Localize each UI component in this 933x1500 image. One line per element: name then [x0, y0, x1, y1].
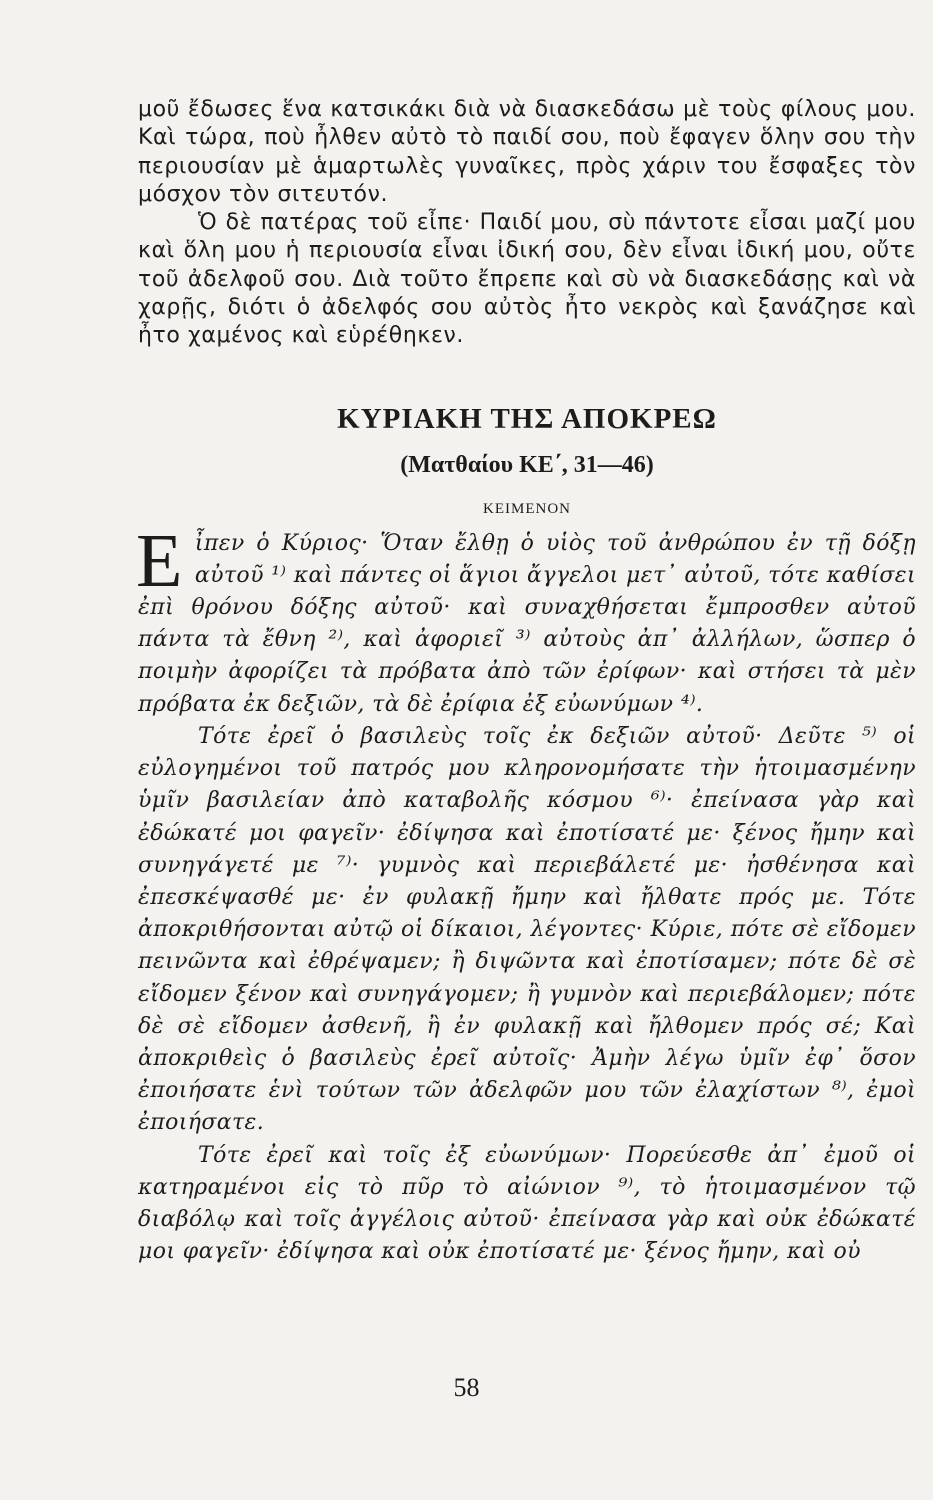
scripture-paragraph-3: Τότε ἐρεῖ καὶ τοῖς ἐξ εὐωνύμων· Πορεύεσθε ἀπ᾽ ἐμοῦ οἱ κατηραμένοι εἰς τὸ πῦρ τὸ αἰώνιον ⁹⁾, τὸ ἡτοιμασμένον τῷ διαβόλῳ καὶ τοῖς ἀγγέλοις αὐτοῦ· ἐπείνασα γὰρ καὶ οὐκ ἐδώκατέ μοι φαγεῖν· ἐδίψησα καὶ οὐκ ἐποτίσατέ με· ξένος ἤμην, καὶ οὐ — [138, 1142, 916, 1265]
page-number: 58 — [453, 1373, 480, 1402]
page-content — [138, 96, 916, 1268]
drop-cap: Ε — [136, 518, 183, 603]
scripture-text — [136, 518, 916, 1269]
scripture-paragraph-2: Τότε ἐρεῖ ὁ βασιλεὺς τοῖς ἐκ δεξιῶν αὐτοῦ· Δεῦτε ⁵⁾ οἱ εὐλογημένοι τοῦ πατρός μου κληρονομήσατε τὴν ἡτοιμασμένην ὑμῖν βασιλείαν ἀπὸ καταβολῆς κόσμου ⁶⁾· ἐπείνασα γὰρ καὶ ἐδώκατέ μοι φαγεῖν· ἐδίψησα καὶ ἐποτίσατέ με· ξένος ἤμην καὶ συνηγάγετέ με ⁷⁾· γυμνὸς καὶ περιεβάλετέ με· ἠσθένησα καὶ ἐπεσκέψασθέ με· ἐν φυλακῇ ἤμην καὶ ἤλθατε πρός με. Τότε ἀποκριθήσονται αὐτῷ οἱ δίκαιοι, λέγοντες· Κύριε, πότε σὲ εἴδομεν πεινῶντα καὶ ἐθρέψαμεν; ἢ διψῶντα καὶ ἐποτίσαμεν; πότε δὲ σὲ εἴδομεν ξένον καὶ συνηγάγομεν; ἢ γυμνὸν καὶ περιεβάλομεν; πότε δὲ σὲ εἴδομεν ἀσθενῆ, ἢ ἐν φυλακῇ καὶ ἤλθομεν πρός σέ; Καὶ ἀποκριθεὶς ὁ βασιλεὺς ἐρεῖ αὐτοῖς· Ἀμὴν λέγω ὑμῖν ἐφ᾽ ὅσον ἐποιήσατε ἑνὶ τούτων τῶν ἀδελφῶν μου τῶν ἐλαχίστων ⁸⁾, ἐμοὶ ἐποιήσατε. — [138, 723, 916, 1136]
scripture-reference: (Ματθαίου ΚΕ΄, 31—46) — [400, 451, 654, 478]
scripture-paragraph-1 — [136, 518, 916, 721]
text-label: ΚΕΙΜΕΝΟΝ — [483, 500, 571, 517]
section-title: ΚΥΡΙΑΚΗ ΤΗΣ ΑΠΟΚΡΕΩ — [337, 402, 717, 435]
scripture-paragraph-1-text: ἶπεν ὁ Κύριος· Ὅταν ἔλθῃ ὁ υἱὸς τοῦ ἀνθρώπου ἐν τῇ δόξῃ αὐτοῦ ¹⁾ καὶ πάντες οἱ ἅγιοι ἄγγελοι μετ᾽ αὐτοῦ, τότε καθίσει ἐπὶ θρόνου δόξης αὐτοῦ· καὶ συναχθήσεται ἔμπροσθεν αὐτοῦ πάντα τὰ ἔθνη ²⁾, καὶ ἀφοριεῖ ³⁾ αὐτοὺς ἀπ᾽ ἀλλήλων, ὥσπερ ὁ ποιμὴν ἀφορίζει τὰ πρόβατα ἀπὸ τῶν ἐρίφων· καὶ στήσει τὰ μὲν πρόβατα ἐκ δεξιῶν, τὰ δὲ ἐρίφια ἐξ εὐωνύμων ⁴⁾. — [138, 530, 916, 717]
intro-paragraph-1: μοῦ ἔδωσες ἕνα κατσικάκι διὰ νὰ διασκεδάσω μὲ τοὺς φίλους μου. Καὶ τώρα, ποὺ ἦλθεν αὐτὸ τὸ παιδί σου, ποὺ ἔφαγεν ὅλην σου τὴν περιουσίαν μὲ ἁμαρτωλὲς γυναῖκες, πρὸς χάριν του ἔσφαξες τὸν μόσχον τὸν σιτευτόν. — [138, 97, 916, 207]
intro-paragraph-2: Ὁ δὲ πατέρας τοῦ εἶπε· Παιδί μου, σὺ πάντοτε εἶσαι μαζί μου καὶ ὅλη μου ἡ περιουσία εἶναι ἰδική σου, δὲν εἶναι ἰδική μου, οὔτε τοῦ ἀδελφοῦ σου. Διὰ τοῦτο ἔπρεπε καὶ σὺ νὰ διασκεδάσῃς καὶ νὰ χαρῇς, διότι ὁ ἀδελφός σου αὐτὸς ἦτο νεκρὸς καὶ ξανάζησε καὶ ἦτο χαμένος καὶ εὑρέθηκεν. — [138, 210, 916, 349]
